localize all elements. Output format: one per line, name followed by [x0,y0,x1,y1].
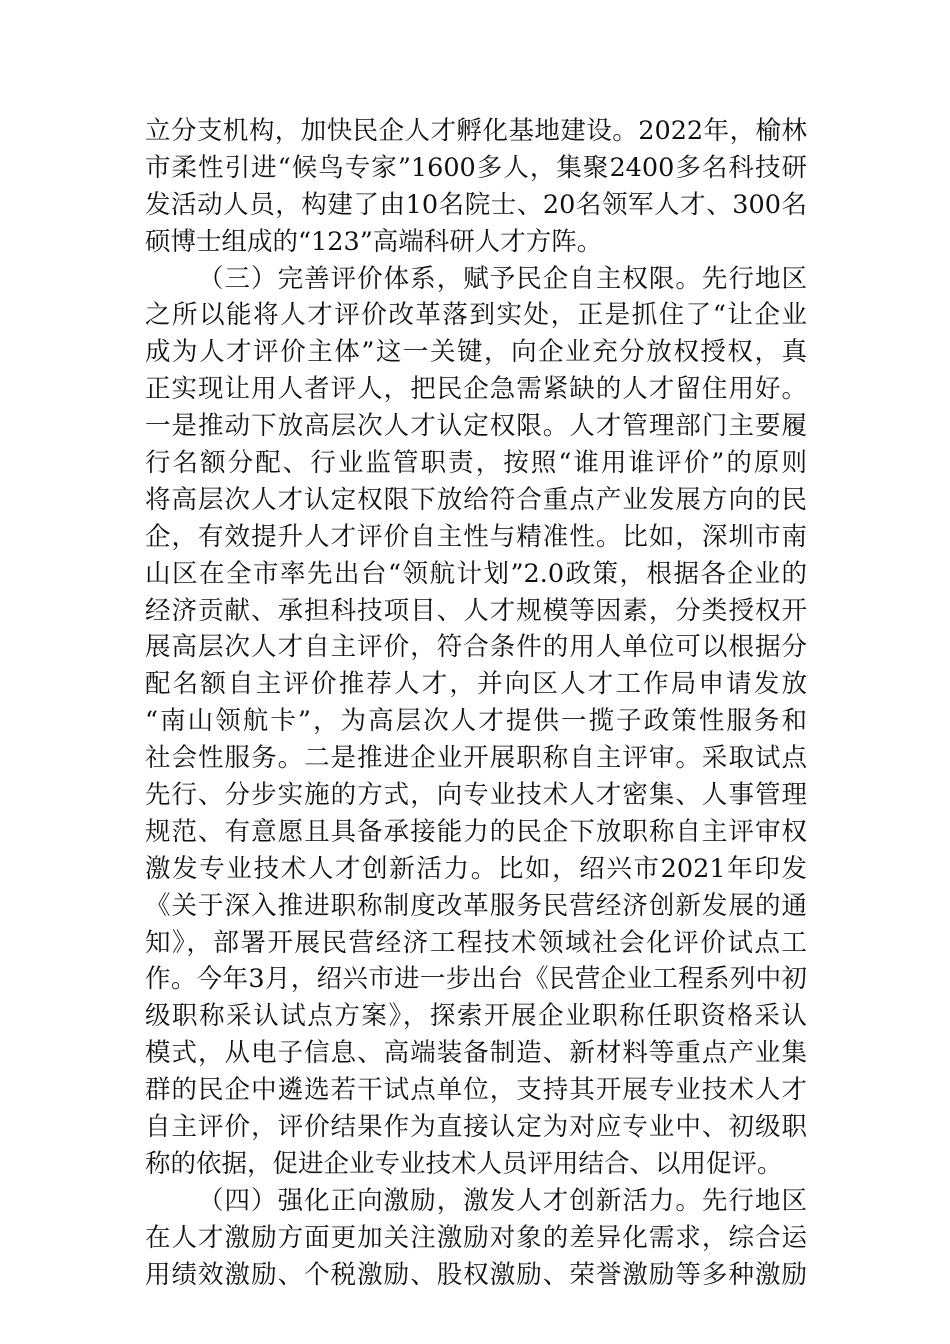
text-line: 行名额分配、行业监管职责，按照“谁用谁评价”的原则 [145,448,807,479]
text-line: 将高层次人才认定权限下放给符合重点产业发展方向的民 [145,484,807,515]
text-line: （三）完善评价体系，赋予民企自主权限。先行地区 [198,263,807,294]
text-line: 称的依据，促进企业专业技术人员评用结合、以用促评。 [145,1148,783,1179]
text-line: 社会性服务。二是推进企业开展职称自主评审。采取试点 [145,743,807,774]
text-line: 作。今年3月，绍兴市进一步出台《民营企业工程系列中初 [145,964,807,995]
text-line: 立分支机构，加快民企人才孵化基地建设。2022年，榆林 [145,116,807,146]
document-body [145,113,807,1294]
text-line: 《关于深入推进职称制度改革服务民营经济创新发展的通 [145,890,807,921]
text-line: （四）强化正向激励，激发人才创新活力。先行地区 [198,1185,807,1216]
text-line: 市柔性引进“候鸟专家”1600多人，集聚2400多名科技研 [145,152,807,183]
text-line: 级职称采认试点方案》，探索开展企业职称任职资格采认 [145,1001,807,1032]
text-line: 先行、分步实施的方式，向专业技术人才密集、人事管理 [145,780,807,811]
text-line: 群的民企中遴选若干试点单位，支持其开展专业技术人才 [145,1075,807,1106]
text-line: 正实现让用人者评人，把民企急需紧缺的人才留住用好。 [145,374,807,405]
text-line: 成为人才评价主体”这一关键，向企业充分放权授权，真 [145,337,807,368]
text-line: 展高层次人才自主评价，符合条件的用人单位可以根据分 [145,632,807,663]
text-line: 山区在全市率先出台“领航计划”2.0政策，根据各企业的 [145,558,807,589]
text-line: 硕博士组成的“123”高端科研人才方阵。 [145,226,603,257]
text-line: 企，有效提升人才评价自主性与精准性。比如，深圳市南 [145,521,807,552]
text-line: 用绩效激励、个税激励、股权激励、荣誉激励等多种激励 [145,1259,807,1290]
text-line: “南山领航卡”，为高层次人才提供一揽子政策性服务和 [145,706,807,737]
text-line: 之所以能将人才评价改革落到实处，正是抓住了“让企业 [145,300,807,331]
text-line: 发活动人员，构建了由10名院士、20名领军人才、300名 [145,189,807,220]
text-line: 在人才激励方面更加关注激励对象的差异化需求，综合运 [145,1222,807,1253]
text-line: 一是推动下放高层次人才认定权限。人才管理部门主要履 [145,411,807,442]
text-line: 知》，部署开展民营经济工程技术领域社会化评价试点工 [145,927,807,958]
text-line: 模式，从电子信息、高端装备制造、新材料等重点产业集 [145,1038,807,1069]
text-line: 自主评价，评价结果作为直接认定为对应专业中、初级职 [145,1112,807,1143]
text-line: 规范、有意愿且具备承接能力的民企下放职称自主评审权 [145,816,807,847]
text-line: 经济贡献、承担科技项目、人才规模等因素，分类授权开 [145,595,807,626]
text-line: 激发专业技术人才创新活力。比如，绍兴市2021年印发 [145,853,807,884]
text-line: 配名额自主评价推荐人才，并向区人才工作局申请发放 [145,669,807,700]
